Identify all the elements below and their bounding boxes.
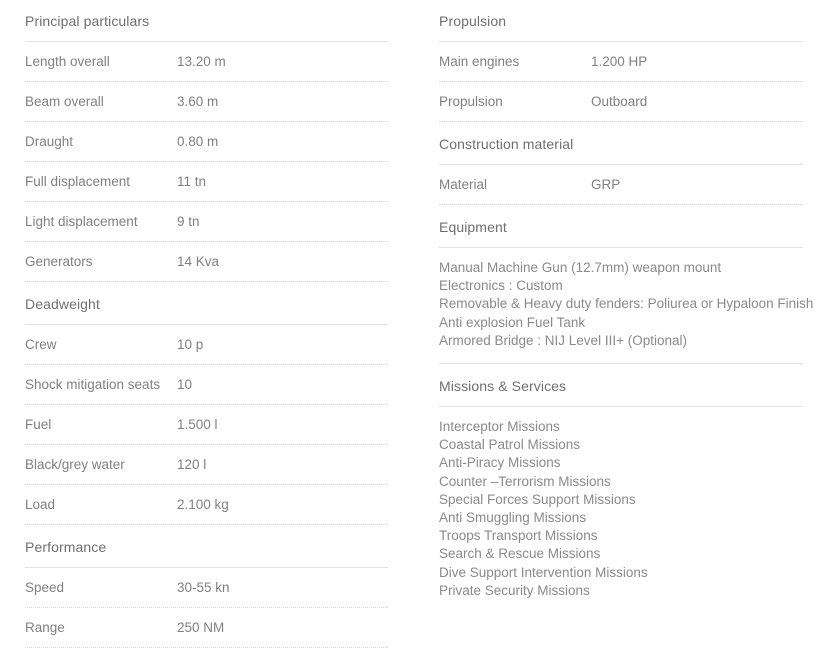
list-item: Search & Rescue Missions bbox=[439, 546, 601, 562]
spec-label: Beam overall bbox=[25, 94, 104, 109]
list-item: Electronics : Custom bbox=[439, 278, 563, 294]
spec-value: 30-55 kn bbox=[177, 580, 230, 595]
spec-row bbox=[25, 608, 388, 648]
spec-value: GRP bbox=[591, 177, 621, 192]
equipment-list bbox=[439, 248, 814, 364]
list-item: Removable & Heavy duty fenders: Poliurea or Hypaloon Finish bbox=[439, 296, 814, 312]
spec-row bbox=[25, 42, 388, 82]
list-item: Manual Machine Gun (12.7mm) weapon mount bbox=[439, 260, 722, 275]
spec-value: 10 bbox=[177, 377, 193, 392]
spec-label: Fuel bbox=[25, 417, 52, 432]
spec-value: 1.200 HP bbox=[591, 54, 648, 69]
list-item: Armored Bridge : NIJ Level III+ (Optional) bbox=[439, 332, 687, 348]
spec-row bbox=[25, 325, 388, 365]
section-title-propulsion: Propulsion bbox=[439, 0, 803, 42]
spec-label: Speed bbox=[25, 580, 65, 595]
spec-row bbox=[25, 202, 388, 242]
spec-row bbox=[25, 485, 388, 525]
spec-value: 10 p bbox=[177, 337, 204, 352]
spec-value: 0.80 m bbox=[177, 134, 219, 149]
spec-row bbox=[439, 165, 803, 205]
spec-row bbox=[25, 242, 388, 282]
missions-list bbox=[439, 407, 803, 613]
spec-value: 14 Kva bbox=[177, 254, 220, 269]
spec-row bbox=[25, 365, 388, 405]
right-column bbox=[415, 0, 830, 651]
list-item: Private Security Missions bbox=[439, 582, 590, 598]
list-item: Special Forces Support Missions bbox=[439, 491, 636, 507]
spec-label: Black/grey water bbox=[25, 457, 125, 472]
spec-value: 250 NM bbox=[177, 620, 225, 635]
spec-row bbox=[439, 42, 803, 82]
spec-value: 13.20 m bbox=[177, 54, 226, 69]
section-title-missions-services: Missions & Services bbox=[439, 364, 803, 407]
spec-value: 1.500 l bbox=[177, 417, 218, 432]
spec-label: Light displacement bbox=[25, 214, 138, 229]
spec-label: Range bbox=[25, 620, 65, 635]
spec-row bbox=[25, 82, 388, 122]
spec-label: Shock mitigation seats bbox=[25, 377, 161, 392]
spec-label: Generators bbox=[25, 254, 93, 269]
list-item: Troops Transport Missions bbox=[439, 528, 598, 544]
spec-label: Full displacement bbox=[25, 174, 131, 189]
spec-label: Propulsion bbox=[439, 94, 503, 109]
spec-row bbox=[25, 568, 388, 608]
spec-value: 11 tn bbox=[177, 174, 207, 189]
spec-row bbox=[25, 122, 388, 162]
spec-row bbox=[25, 405, 388, 445]
spec-value: 2.100 kg bbox=[177, 497, 229, 512]
spec-label: Draught bbox=[25, 134, 74, 149]
spec-label: Main engines bbox=[439, 54, 520, 69]
list-item: Anti-Piracy Missions bbox=[439, 455, 561, 471]
spec-value: 3.60 m bbox=[177, 94, 219, 109]
section-title-deadweight: Deadweight bbox=[25, 282, 388, 325]
list-item: Anti explosion Fuel Tank bbox=[439, 314, 586, 330]
section-title-construction-material: Construction material bbox=[439, 122, 803, 165]
section-title-performance: Performance bbox=[25, 525, 388, 568]
list-item: Counter –Terrorism Missions bbox=[439, 473, 611, 489]
section-title-equipment: Equipment bbox=[439, 205, 803, 248]
spec-label: Load bbox=[25, 497, 56, 512]
spec-value: Outboard bbox=[591, 94, 648, 109]
spec-label: Material bbox=[439, 177, 488, 192]
list-item: Anti Smuggling Missions bbox=[439, 510, 587, 526]
spec-value: 9 tn bbox=[177, 214, 200, 229]
spec-label: Length overall bbox=[25, 54, 110, 69]
spec-value: 120 l bbox=[177, 457, 207, 472]
list-item: Coastal Patrol Missions bbox=[439, 437, 581, 453]
spec-label: Crew bbox=[25, 337, 57, 352]
spec-row bbox=[439, 82, 803, 122]
spec-row bbox=[25, 445, 388, 485]
list-item: Dive Support Intervention Missions bbox=[439, 564, 648, 580]
section-title-principal-particulars: Principal particulars bbox=[25, 0, 388, 42]
spec-row bbox=[25, 162, 388, 202]
list-item: Interceptor Missions bbox=[439, 419, 560, 435]
